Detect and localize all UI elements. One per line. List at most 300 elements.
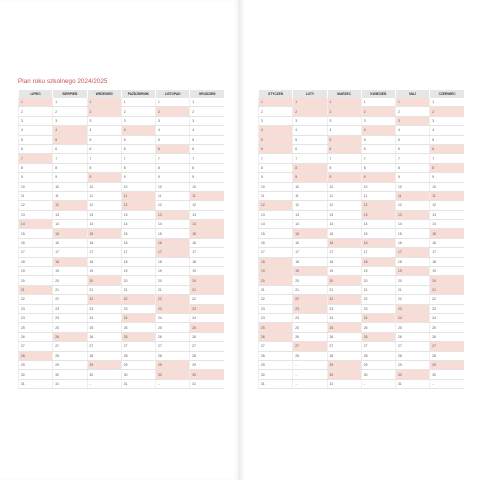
day-cell: 23 [19, 304, 53, 313]
day-cell: 18 [361, 257, 395, 266]
day-cell: 11 [87, 191, 121, 200]
day-row [19, 135, 225, 144]
day-row [259, 295, 465, 304]
day-cell: – [293, 379, 327, 388]
day-cell: 25 [396, 323, 430, 332]
day-cell: 2 [19, 107, 53, 116]
day-row [259, 323, 465, 332]
day-cell: 6 [327, 144, 361, 153]
day-cell: 30 [19, 370, 53, 379]
day-cell: 26 [430, 332, 464, 341]
day-row [19, 220, 225, 229]
day-row [19, 370, 225, 379]
day-cell: 10 [19, 182, 53, 191]
day-cell: 17 [121, 248, 155, 257]
day-cell: 9 [190, 173, 224, 182]
day-cell: 28 [327, 351, 361, 360]
day-cell: 23 [53, 304, 87, 313]
day-cell: 11 [121, 191, 155, 200]
day-cell: 1 [361, 98, 395, 107]
day-cell: 9 [121, 173, 155, 182]
calendar-table-first-semester [18, 90, 224, 389]
day-cell: 3 [87, 116, 121, 125]
day-row [19, 276, 225, 285]
day-row [259, 342, 465, 351]
day-row [19, 360, 225, 369]
day-row [259, 220, 465, 229]
day-cell: 13 [293, 210, 327, 219]
day-cell: 7 [361, 154, 395, 163]
month-header-3: KWIECIEŃ [361, 90, 395, 98]
day-cell: 17 [430, 248, 464, 257]
day-cell: – [293, 360, 327, 369]
day-cell: 15 [361, 229, 395, 238]
day-cell: 8 [19, 163, 53, 172]
day-cell: 30 [53, 370, 87, 379]
day-cell: 13 [259, 210, 293, 219]
day-cell: 22 [53, 295, 87, 304]
day-cell: 20 [156, 276, 190, 285]
day-cell: 29 [327, 360, 361, 369]
day-cell: 15 [121, 229, 155, 238]
day-cell: 31 [53, 379, 87, 388]
day-cell: 6 [19, 144, 53, 153]
day-cell: 21 [156, 285, 190, 294]
day-cell: 4 [259, 126, 293, 135]
day-row [259, 379, 465, 388]
day-cell: 22 [87, 295, 121, 304]
day-cell: 26 [87, 332, 121, 341]
day-cell: 13 [121, 210, 155, 219]
day-cell: 27 [190, 342, 224, 351]
day-cell: 7 [121, 154, 155, 163]
day-cell: 26 [396, 332, 430, 341]
day-cell: 22 [259, 295, 293, 304]
day-cell: 28 [361, 351, 395, 360]
day-cell: 3 [121, 116, 155, 125]
day-cell: 11 [327, 191, 361, 200]
day-cell: 13 [87, 210, 121, 219]
day-cell: 29 [361, 360, 395, 369]
day-cell: 31 [190, 379, 224, 388]
day-cell: 22 [327, 295, 361, 304]
day-cell: 7 [396, 154, 430, 163]
day-cell: 19 [156, 267, 190, 276]
day-cell: 27 [156, 342, 190, 351]
day-cell: 4 [53, 126, 87, 135]
day-cell: 5 [19, 135, 53, 144]
day-cell: 30 [396, 370, 430, 379]
day-cell: 31 [396, 379, 430, 388]
day-cell: 10 [396, 182, 430, 191]
day-cell: 21 [19, 285, 53, 294]
day-cell: 23 [156, 304, 190, 313]
day-cell: 12 [156, 201, 190, 210]
day-cell: 26 [53, 332, 87, 341]
day-cell: 21 [327, 285, 361, 294]
day-cell: 1 [430, 98, 464, 107]
day-cell: 5 [430, 135, 464, 144]
day-cell: 23 [293, 304, 327, 313]
day-cell: 27 [430, 342, 464, 351]
day-row [19, 182, 225, 191]
day-cell: 29 [190, 360, 224, 369]
day-cell: 22 [430, 295, 464, 304]
day-cell: 20 [430, 276, 464, 285]
day-cell: 6 [87, 144, 121, 153]
day-cell: 11 [396, 191, 430, 200]
day-cell: 21 [121, 285, 155, 294]
day-cell: 11 [19, 191, 53, 200]
day-cell: 23 [396, 304, 430, 313]
day-cell: 10 [156, 182, 190, 191]
day-cell: 25 [53, 323, 87, 332]
day-cell: 24 [87, 313, 121, 322]
day-cell: 25 [121, 323, 155, 332]
day-cell: 24 [293, 313, 327, 322]
day-cell: 18 [327, 257, 361, 266]
day-cell: 12 [53, 201, 87, 210]
day-cell: 10 [259, 182, 293, 191]
right-page [240, 0, 480, 480]
day-cell: 24 [19, 313, 53, 322]
day-cell: 18 [19, 257, 53, 266]
day-cell: 7 [293, 154, 327, 163]
day-row [19, 191, 225, 200]
day-row [19, 201, 225, 210]
day-cell: 20 [396, 276, 430, 285]
day-cell: 11 [293, 191, 327, 200]
day-cell: 20 [293, 276, 327, 285]
day-row [259, 332, 465, 341]
day-cell: 17 [327, 248, 361, 257]
day-row [259, 248, 465, 257]
day-cell: 4 [327, 126, 361, 135]
day-cell: 3 [53, 116, 87, 125]
day-cell: 26 [156, 332, 190, 341]
day-cell: 5 [396, 135, 430, 144]
day-cell: 13 [430, 210, 464, 219]
day-cell: 6 [190, 144, 224, 153]
day-cell: 29 [19, 360, 53, 369]
day-cell: – [87, 379, 121, 388]
day-cell: 10 [190, 182, 224, 191]
day-cell: 27 [87, 342, 121, 351]
day-cell: 19 [293, 267, 327, 276]
day-row [19, 144, 225, 153]
day-cell: 3 [430, 116, 464, 125]
day-cell: 26 [361, 332, 395, 341]
day-cell: 27 [293, 342, 327, 351]
day-cell: 17 [19, 248, 53, 257]
day-row [19, 173, 225, 182]
day-cell: – [156, 379, 190, 388]
day-cell: 15 [19, 229, 53, 238]
day-cell: 11 [156, 191, 190, 200]
day-row [259, 304, 465, 313]
day-cell: 20 [259, 276, 293, 285]
day-cell: 8 [53, 163, 87, 172]
day-cell: 15 [190, 229, 224, 238]
day-cell: 10 [293, 182, 327, 191]
day-row [259, 267, 465, 276]
day-cell: 7 [156, 154, 190, 163]
day-cell: 2 [327, 107, 361, 116]
day-row [259, 210, 465, 219]
day-cell: 14 [156, 220, 190, 229]
day-cell: 2 [190, 107, 224, 116]
day-cell: 20 [327, 276, 361, 285]
day-row [19, 257, 225, 266]
day-cell: 7 [190, 154, 224, 163]
day-cell: 1 [121, 98, 155, 107]
day-cell: 16 [121, 238, 155, 247]
day-cell: 16 [156, 238, 190, 247]
day-cell: 4 [396, 126, 430, 135]
day-cell: 1 [156, 98, 190, 107]
day-cell: 12 [190, 201, 224, 210]
day-cell: 3 [293, 116, 327, 125]
day-cell: 21 [430, 285, 464, 294]
day-cell: 25 [430, 323, 464, 332]
day-cell: 18 [396, 257, 430, 266]
day-cell: 28 [190, 351, 224, 360]
day-row [19, 116, 225, 125]
day-cell: 28 [396, 351, 430, 360]
day-row [259, 116, 465, 125]
day-cell: 9 [430, 173, 464, 182]
day-cell: 8 [430, 163, 464, 172]
day-row [19, 229, 225, 238]
day-cell: 29 [87, 360, 121, 369]
day-row [19, 267, 225, 276]
day-cell: 16 [430, 238, 464, 247]
day-cell: 22 [361, 295, 395, 304]
day-row [19, 342, 225, 351]
day-row [259, 191, 465, 200]
day-cell: 12 [121, 201, 155, 210]
day-cell: 12 [430, 201, 464, 210]
day-cell: 8 [121, 163, 155, 172]
month-header-4: MAJ [396, 90, 430, 98]
day-cell: 29 [53, 360, 87, 369]
day-cell: 12 [396, 201, 430, 210]
day-row [259, 98, 465, 107]
day-cell: 30 [121, 370, 155, 379]
day-cell: 23 [327, 304, 361, 313]
day-row [259, 173, 465, 182]
day-cell: 15 [156, 229, 190, 238]
day-cell: 21 [53, 285, 87, 294]
day-cell: 10 [327, 182, 361, 191]
day-row [19, 304, 225, 313]
day-cell: 29 [121, 360, 155, 369]
day-cell: 20 [19, 276, 53, 285]
day-cell: 4 [430, 126, 464, 135]
day-cell: 25 [190, 323, 224, 332]
day-cell: 4 [190, 126, 224, 135]
day-row [259, 238, 465, 247]
day-cell: 18 [430, 257, 464, 266]
day-cell: 24 [190, 313, 224, 322]
day-cell: 13 [53, 210, 87, 219]
day-cell: 5 [327, 135, 361, 144]
day-cell: 19 [190, 267, 224, 276]
day-cell: 20 [121, 276, 155, 285]
day-cell: 11 [190, 191, 224, 200]
day-cell: 15 [53, 229, 87, 238]
day-row [19, 323, 225, 332]
day-cell: 18 [156, 257, 190, 266]
day-cell: 10 [53, 182, 87, 191]
day-cell: 2 [156, 107, 190, 116]
day-cell: 3 [190, 116, 224, 125]
day-cell: 28 [53, 351, 87, 360]
day-cell: 7 [327, 154, 361, 163]
day-row [259, 370, 465, 379]
day-cell: 30 [259, 370, 293, 379]
day-cell: 2 [87, 107, 121, 116]
day-cell: 11 [430, 191, 464, 200]
day-cell: 1 [190, 98, 224, 107]
day-cell: 18 [259, 257, 293, 266]
day-cell: 27 [259, 342, 293, 351]
day-cell: 28 [293, 351, 327, 360]
day-cell: 5 [156, 135, 190, 144]
day-cell: 21 [293, 285, 327, 294]
day-cell: 5 [121, 135, 155, 144]
day-cell: 5 [190, 135, 224, 144]
day-cell: 8 [293, 163, 327, 172]
day-row [259, 154, 465, 163]
day-cell: 19 [430, 267, 464, 276]
day-cell: 27 [53, 342, 87, 351]
day-cell: 7 [53, 154, 87, 163]
day-cell: 18 [190, 257, 224, 266]
day-cell: 17 [190, 248, 224, 257]
day-cell: 9 [293, 173, 327, 182]
day-cell: 2 [293, 107, 327, 116]
day-cell: 30 [87, 370, 121, 379]
day-cell: 24 [53, 313, 87, 322]
day-cell: – [430, 379, 464, 388]
month-header-5: CZERWIEC [430, 90, 464, 98]
day-row [259, 126, 465, 135]
day-cell: 14 [293, 220, 327, 229]
day-cell: 9 [19, 173, 53, 182]
day-cell: 26 [327, 332, 361, 341]
day-cell: 9 [156, 173, 190, 182]
day-row [259, 163, 465, 172]
day-cell: 14 [327, 220, 361, 229]
day-cell: 4 [87, 126, 121, 135]
day-cell: 6 [53, 144, 87, 153]
day-cell: 22 [156, 295, 190, 304]
day-cell: 14 [87, 220, 121, 229]
day-cell: 24 [361, 313, 395, 322]
day-cell: 6 [259, 144, 293, 153]
day-cell: 22 [190, 295, 224, 304]
day-cell: 12 [293, 201, 327, 210]
day-cell: 12 [327, 201, 361, 210]
day-cell: 22 [19, 295, 53, 304]
day-cell: 25 [87, 323, 121, 332]
day-cell: 13 [327, 210, 361, 219]
day-row [259, 229, 465, 238]
day-cell: 1 [53, 98, 87, 107]
day-cell: 13 [396, 210, 430, 219]
day-cell: 25 [19, 323, 53, 332]
day-cell: 2 [121, 107, 155, 116]
day-cell: 19 [87, 267, 121, 276]
day-row [259, 201, 465, 210]
day-cell: 4 [361, 126, 395, 135]
month-header-2: WRZESIEŃ [87, 90, 121, 98]
day-row [19, 163, 225, 172]
day-cell: 14 [53, 220, 87, 229]
day-cell: 1 [327, 98, 361, 107]
day-cell: 12 [87, 201, 121, 210]
day-row [259, 107, 465, 116]
page-title: Plan roku szkolnego 2024/2025 [18, 78, 108, 85]
day-cell: 26 [293, 332, 327, 341]
day-cell: 23 [361, 304, 395, 313]
day-cell: 29 [156, 360, 190, 369]
day-cell: 24 [259, 313, 293, 322]
day-cell: 6 [156, 144, 190, 153]
day-cell: 12 [361, 201, 395, 210]
day-cell: 16 [87, 238, 121, 247]
day-cell: 17 [361, 248, 395, 257]
day-cell: 15 [327, 229, 361, 238]
day-cell: 9 [259, 173, 293, 182]
day-cell: 16 [190, 238, 224, 247]
day-cell: 16 [293, 238, 327, 247]
day-cell: 25 [259, 323, 293, 332]
day-cell: 21 [259, 285, 293, 294]
day-cell: 24 [121, 313, 155, 322]
day-row [259, 257, 465, 266]
day-cell: 7 [19, 154, 53, 163]
day-cell: 16 [259, 238, 293, 247]
day-cell: 10 [361, 182, 395, 191]
day-cell: 6 [430, 144, 464, 153]
day-cell: 22 [293, 295, 327, 304]
day-row [259, 144, 465, 153]
day-cell: 17 [87, 248, 121, 257]
day-cell: 20 [361, 276, 395, 285]
month-header-5: GRUDZIEŃ [190, 90, 224, 98]
month-header-4: LISTOPAD [156, 90, 190, 98]
day-cell: 30 [430, 370, 464, 379]
day-cell: 29 [259, 360, 293, 369]
day-cell: 24 [430, 313, 464, 322]
day-cell: 4 [156, 126, 190, 135]
day-cell: 14 [259, 220, 293, 229]
day-cell: 31 [19, 379, 53, 388]
day-cell: 8 [190, 163, 224, 172]
day-cell: 16 [361, 238, 395, 247]
day-cell: 19 [361, 267, 395, 276]
day-cell: 8 [259, 163, 293, 172]
day-cell: 26 [121, 332, 155, 341]
day-cell: 9 [327, 173, 361, 182]
day-row [19, 210, 225, 219]
month-header-1: SIERPIEŃ [53, 90, 87, 98]
day-cell: 19 [327, 267, 361, 276]
day-cell: 7 [430, 154, 464, 163]
day-cell: 26 [259, 332, 293, 341]
